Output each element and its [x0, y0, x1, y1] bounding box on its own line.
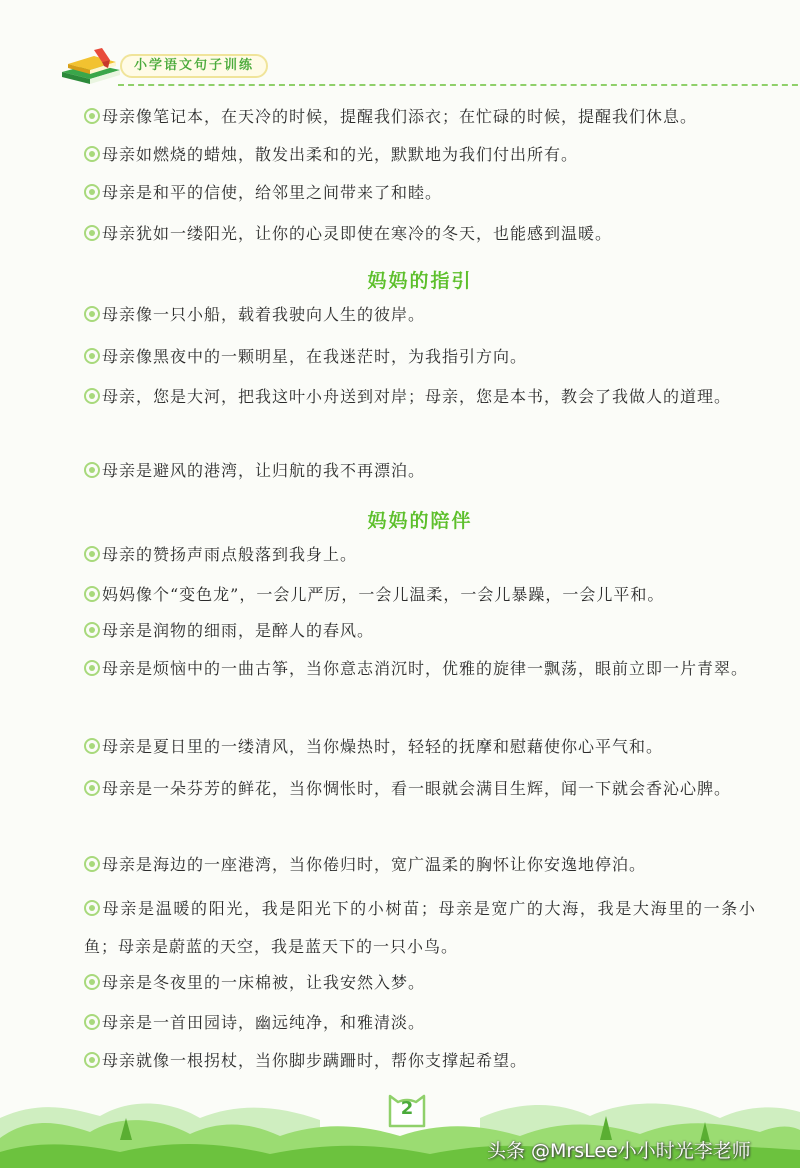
- double-circle-bullet-icon: [84, 586, 100, 602]
- list-item: 母亲是和平的信使，给邻里之间带来了和睦。: [84, 182, 756, 204]
- double-circle-bullet-icon: [84, 225, 100, 241]
- page-footer: [0, 1060, 800, 1168]
- double-circle-bullet-icon: [84, 660, 100, 676]
- double-circle-bullet-icon: [84, 546, 100, 562]
- stacked-books-icon: [58, 46, 124, 86]
- list-item: 母亲，您是大河，把我这叶小舟送到对岸；母亲，您是本书，教会了我做人的道理。: [72, 378, 756, 416]
- double-circle-bullet-icon: [84, 462, 100, 478]
- double-circle-bullet-icon: [84, 306, 100, 322]
- double-circle-bullet-icon: [84, 108, 100, 124]
- list-item: 母亲是冬夜里的一床棉被，让我安然入梦。: [84, 972, 756, 994]
- page-number: 2: [400, 1098, 414, 1119]
- double-circle-bullet-icon: [84, 622, 100, 638]
- double-circle-bullet-icon: [84, 974, 100, 990]
- section-title-guidance: 妈妈的指引: [367, 270, 473, 292]
- list-item: 母亲像一只小船，载着我驶向人生的彼岸。: [84, 304, 756, 326]
- double-circle-bullet-icon: [84, 900, 100, 916]
- section-title-companionship: 妈妈的陪伴: [367, 510, 473, 532]
- list-item: 母亲是避风的港湾，让归航的我不再漂泊。: [84, 460, 756, 482]
- series-title: 小学语文句子训练: [120, 54, 268, 78]
- list-item: 母亲像黑夜中的一颗明星，在我迷茫时，为我指引方向。: [84, 346, 756, 368]
- page-header: [58, 46, 748, 86]
- list-item: 母亲是夏日里的一缕清风，当你燥热时，轻轻的抚摩和慰藉使你心平气和。: [84, 736, 756, 758]
- watermark: 头条 @MrsLee小小时光李老师: [487, 1140, 751, 1162]
- list-item: 母亲犹如一缕阳光，让你的心灵即使在寒冷的冬天，也能感到温暖。: [84, 223, 756, 245]
- double-circle-bullet-icon: [84, 348, 100, 364]
- double-circle-bullet-icon: [84, 146, 100, 162]
- list-item: 母亲如燃烧的蜡烛，散发出柔和的光，默默地为我们付出所有。: [84, 144, 756, 166]
- double-circle-bullet-icon: [84, 388, 100, 404]
- double-circle-bullet-icon: [84, 184, 100, 200]
- double-circle-bullet-icon: [84, 856, 100, 872]
- list-item: 母亲是一首田园诗，幽远纯净，和雅清淡。: [84, 1012, 756, 1034]
- list-item: 母亲就像一根拐杖，当你脚步蹒跚时，帮你支撑起希望。: [84, 1050, 756, 1072]
- double-circle-bullet-icon: [84, 738, 100, 754]
- list-item: 母亲像笔记本，在天冷的时候，提醒我们添衣；在忙碌的时候，提醒我们休息。: [84, 106, 756, 128]
- header-divider: [118, 84, 800, 86]
- double-circle-bullet-icon: [84, 1014, 100, 1030]
- double-circle-bullet-icon: [84, 780, 100, 796]
- list-item: 母亲是一朵芬芳的鲜花，当你惆怅时，看一眼就会满目生辉，闻一下就会香沁心脾。: [72, 770, 756, 808]
- list-item: 母亲的赞扬声雨点般落到我身上。: [84, 544, 756, 566]
- list-item: 妈妈像个“变色龙”，一会儿严厉，一会儿温柔，一会儿暴躁，一会儿平和。: [84, 584, 756, 606]
- list-item: 母亲是海边的一座港湾，当你倦归时，宽广温柔的胸怀让你安逸地停泊。: [84, 854, 756, 876]
- list-item: 母亲是温暖的阳光，我是阳光下的小树苗；母亲是宽广的大海，我是大海里的一条小鱼；母亲是蔚蓝的天空，我是蓝天下的一只小鸟。: [84, 899, 756, 956]
- list-item: 母亲是润物的细雨，是醉人的春风。: [84, 620, 756, 642]
- list-item: 母亲是烦恼中的一曲古筝，当你意志消沉时，优雅的旋律一飘荡，眼前立即一片青翠。: [72, 650, 756, 688]
